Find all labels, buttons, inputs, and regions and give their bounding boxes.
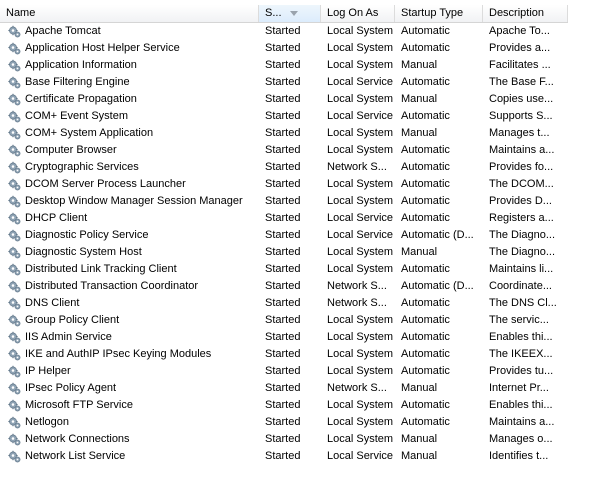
service-name: IIS Admin Service — [25, 331, 112, 343]
service-startup-type: Manual — [401, 93, 438, 105]
service-status: Started — [265, 25, 301, 37]
table-row[interactable] — [0, 448, 568, 465]
gear-icon — [8, 399, 21, 412]
service-logon: Local System — [327, 144, 394, 156]
service-name: COM+ System Application — [25, 127, 154, 139]
table-row[interactable] — [0, 261, 568, 278]
service-startup-type: Automatic — [401, 348, 450, 360]
service-startup-type: Automatic — [401, 297, 450, 309]
service-name: Base Filtering Engine — [25, 76, 130, 88]
column-header-logon[interactable] — [321, 5, 395, 22]
gear-icon — [8, 161, 21, 174]
service-description: Facilitates ... — [489, 59, 551, 71]
table-row[interactable] — [0, 227, 568, 244]
service-status: Started — [265, 195, 301, 207]
service-startup-type: Automatic — [401, 365, 450, 377]
service-description: The servic... — [489, 314, 549, 326]
service-startup-type: Manual — [401, 59, 438, 71]
table-row[interactable] — [0, 363, 568, 380]
gear-icon — [8, 76, 21, 89]
gear-icon — [8, 144, 21, 157]
service-name: Microsoft FTP Service — [25, 399, 133, 411]
table-row[interactable] — [0, 142, 568, 159]
service-description: The Diagno... — [489, 246, 556, 258]
service-status: Started — [265, 280, 301, 292]
service-name: Distributed Link Tracking Client — [25, 263, 177, 275]
service-description: Provides tu... — [489, 365, 554, 377]
service-name: Apache Tomcat — [25, 25, 101, 37]
service-name: Application Information — [25, 59, 137, 71]
table-row[interactable] — [0, 278, 568, 295]
column-header-name-label: Name — [6, 7, 36, 19]
service-startup-type: Automatic — [401, 110, 450, 122]
service-description: Enables thi... — [489, 399, 553, 411]
gear-icon — [8, 110, 21, 123]
service-status: Started — [265, 297, 301, 309]
service-name: IKE and AuthIP IPsec Keying Modules — [25, 348, 212, 360]
service-startup-type: Manual — [401, 382, 438, 394]
table-row[interactable] — [0, 380, 568, 397]
service-status: Started — [265, 144, 301, 156]
table-row[interactable] — [0, 244, 568, 261]
service-startup-type: Automatic (D... — [401, 280, 474, 292]
service-logon: Local System — [327, 93, 394, 105]
service-description: The IKEEX... — [489, 348, 553, 360]
service-status: Started — [265, 178, 301, 190]
gear-icon — [8, 42, 21, 55]
gear-icon — [8, 348, 21, 361]
service-startup-type: Automatic — [401, 25, 450, 37]
service-startup-type: Automatic — [401, 144, 450, 156]
column-header-status[interactable] — [259, 5, 321, 22]
service-status: Started — [265, 399, 301, 411]
service-startup-type: Manual — [401, 450, 438, 462]
service-status: Started — [265, 59, 301, 71]
service-logon: Local Service — [327, 229, 394, 241]
table-row[interactable] — [0, 312, 568, 329]
table-row[interactable] — [0, 40, 568, 57]
service-status: Started — [265, 382, 301, 394]
table-row[interactable] — [0, 329, 568, 346]
service-description: The Diagno... — [489, 229, 556, 241]
service-logon: Local System — [327, 195, 394, 207]
service-name: Group Policy Client — [25, 314, 120, 326]
service-description: Supports S... — [489, 110, 553, 122]
table-row[interactable] — [0, 210, 568, 227]
gear-icon — [8, 127, 21, 140]
service-name: Cryptographic Services — [25, 161, 139, 173]
service-startup-type: Manual — [401, 433, 438, 445]
service-name: Application Host Helper Service — [25, 42, 180, 54]
service-logon: Local Service — [327, 76, 394, 88]
service-status: Started — [265, 161, 301, 173]
table-row[interactable] — [0, 295, 568, 312]
service-logon: Local System — [327, 365, 394, 377]
service-description: The DNS Cl... — [489, 297, 557, 309]
service-description: Manages t... — [489, 127, 550, 139]
service-status: Started — [265, 331, 301, 343]
service-name: Diagnostic Policy Service — [25, 229, 149, 241]
service-status: Started — [265, 246, 301, 258]
service-name: Computer Browser — [25, 144, 117, 156]
service-name: Distributed Transaction Coordinator — [25, 280, 199, 292]
service-logon: Local Service — [327, 212, 394, 224]
service-status: Started — [265, 212, 301, 224]
gear-icon — [8, 195, 21, 208]
service-status: Started — [265, 93, 301, 105]
table-row[interactable] — [0, 91, 568, 108]
service-description: Apache To... — [489, 25, 550, 37]
service-startup-type: Automatic — [401, 314, 450, 326]
service-logon: Network S... — [327, 161, 387, 173]
service-name: DHCP Client — [25, 212, 88, 224]
service-startup-type: Automatic — [401, 76, 450, 88]
service-status: Started — [265, 433, 301, 445]
service-logon: Local System — [327, 348, 394, 360]
service-description: Registers a... — [489, 212, 554, 224]
service-logon: Local System — [327, 42, 394, 54]
service-startup-type: Automatic (D... — [401, 229, 474, 241]
service-logon: Local System — [327, 178, 394, 190]
service-logon: Local System — [327, 246, 394, 258]
service-logon: Local System — [327, 433, 394, 445]
service-status: Started — [265, 76, 301, 88]
service-logon: Local System — [327, 127, 394, 139]
service-description: The Base F... — [489, 76, 554, 88]
table-row[interactable] — [0, 74, 568, 91]
gear-icon — [8, 59, 21, 72]
service-status: Started — [265, 450, 301, 462]
service-logon: Local System — [327, 263, 394, 275]
service-startup-type: Automatic — [401, 416, 450, 428]
gear-icon — [8, 416, 21, 429]
service-logon: Network S... — [327, 280, 387, 292]
gear-icon — [8, 382, 21, 395]
service-status: Started — [265, 348, 301, 360]
table-row[interactable] — [0, 346, 568, 363]
service-startup-type: Manual — [401, 246, 438, 258]
column-header-status-label: S... — [265, 7, 282, 19]
service-name: IPsec Policy Agent — [25, 382, 117, 394]
service-description: Maintains a... — [489, 144, 555, 156]
service-description: Identifies t... — [489, 450, 549, 462]
column-header-startup-label: Startup Type — [401, 7, 464, 19]
service-description: The DCOM... — [489, 178, 554, 190]
service-status: Started — [265, 110, 301, 122]
service-logon: Local Service — [327, 110, 394, 122]
service-status: Started — [265, 416, 301, 428]
service-name: IP Helper — [25, 365, 71, 377]
service-startup-type: Automatic — [401, 195, 450, 207]
service-logon: Network S... — [327, 382, 387, 394]
service-logon: Local Service — [327, 450, 394, 462]
service-description: Provides fo... — [489, 161, 554, 173]
services-rows — [0, 23, 568, 465]
column-header-startup[interactable] — [395, 5, 483, 22]
sort-descending-icon — [290, 11, 298, 16]
service-logon: Local System — [327, 399, 394, 411]
column-header-description-label: Description — [489, 7, 545, 19]
gear-icon — [8, 246, 21, 259]
gear-icon — [8, 178, 21, 191]
service-name: DNS Client — [25, 297, 80, 309]
gear-icon — [8, 433, 21, 446]
gear-icon — [8, 314, 21, 327]
table-row[interactable] — [0, 23, 568, 40]
table-row[interactable] — [0, 125, 568, 142]
service-startup-type: Automatic — [401, 331, 450, 343]
gear-icon — [8, 229, 21, 242]
services-list[interactable] — [0, 5, 568, 465]
table-row[interactable] — [0, 397, 568, 414]
service-name: Network Connections — [25, 433, 130, 445]
table-row[interactable] — [0, 431, 568, 448]
service-description: Maintains a... — [489, 416, 555, 428]
service-status: Started — [265, 263, 301, 275]
service-name: Network List Service — [25, 450, 126, 462]
service-logon: Network S... — [327, 297, 387, 309]
service-description: Provides D... — [489, 195, 552, 207]
service-startup-type: Automatic — [401, 161, 450, 173]
gear-icon — [8, 365, 21, 378]
service-name: Diagnostic System Host — [25, 246, 142, 258]
service-status: Started — [265, 314, 301, 326]
service-logon: Local System — [327, 59, 394, 71]
service-description: Manages o... — [489, 433, 553, 445]
table-row[interactable] — [0, 193, 568, 210]
table-row[interactable] — [0, 57, 568, 74]
service-status: Started — [265, 365, 301, 377]
service-startup-type: Automatic — [401, 263, 450, 275]
service-logon: Local System — [327, 331, 394, 343]
gear-icon — [8, 450, 21, 463]
service-logon: Local System — [327, 416, 394, 428]
gear-icon — [8, 93, 21, 106]
service-startup-type: Automatic — [401, 399, 450, 411]
service-startup-type: Automatic — [401, 212, 450, 224]
table-row[interactable] — [0, 176, 568, 193]
service-startup-type: Automatic — [401, 178, 450, 190]
service-status: Started — [265, 127, 301, 139]
service-logon: Local System — [327, 25, 394, 37]
service-description: Internet Pr... — [489, 382, 549, 394]
gear-icon — [8, 263, 21, 276]
table-row[interactable] — [0, 108, 568, 125]
gear-icon — [8, 280, 21, 293]
service-startup-type: Automatic — [401, 42, 450, 54]
column-header-description[interactable] — [483, 5, 568, 22]
service-name: Certificate Propagation — [25, 93, 137, 105]
service-name: DCOM Server Process Launcher — [25, 178, 186, 190]
column-header-logon-label: Log On As — [327, 7, 379, 19]
table-row[interactable] — [0, 414, 568, 431]
table-row[interactable] — [0, 159, 568, 176]
service-name: Desktop Window Manager Session Manager — [25, 195, 243, 207]
gear-icon — [8, 212, 21, 225]
gear-icon — [8, 297, 21, 310]
service-name: COM+ Event System — [25, 110, 129, 122]
service-status: Started — [265, 229, 301, 241]
gear-icon — [8, 331, 21, 344]
column-header-row — [0, 5, 568, 23]
gear-icon — [8, 25, 21, 38]
service-description: Copies use... — [489, 93, 554, 105]
service-name: Netlogon — [25, 416, 70, 428]
service-description: Enables thi... — [489, 331, 553, 343]
service-logon: Local System — [327, 314, 394, 326]
service-description: Maintains li... — [489, 263, 554, 275]
service-startup-type: Manual — [401, 127, 438, 139]
service-description: Provides a... — [489, 42, 551, 54]
column-header-name[interactable] — [0, 5, 259, 22]
service-description: Coordinate... — [489, 280, 552, 292]
service-status: Started — [265, 42, 301, 54]
